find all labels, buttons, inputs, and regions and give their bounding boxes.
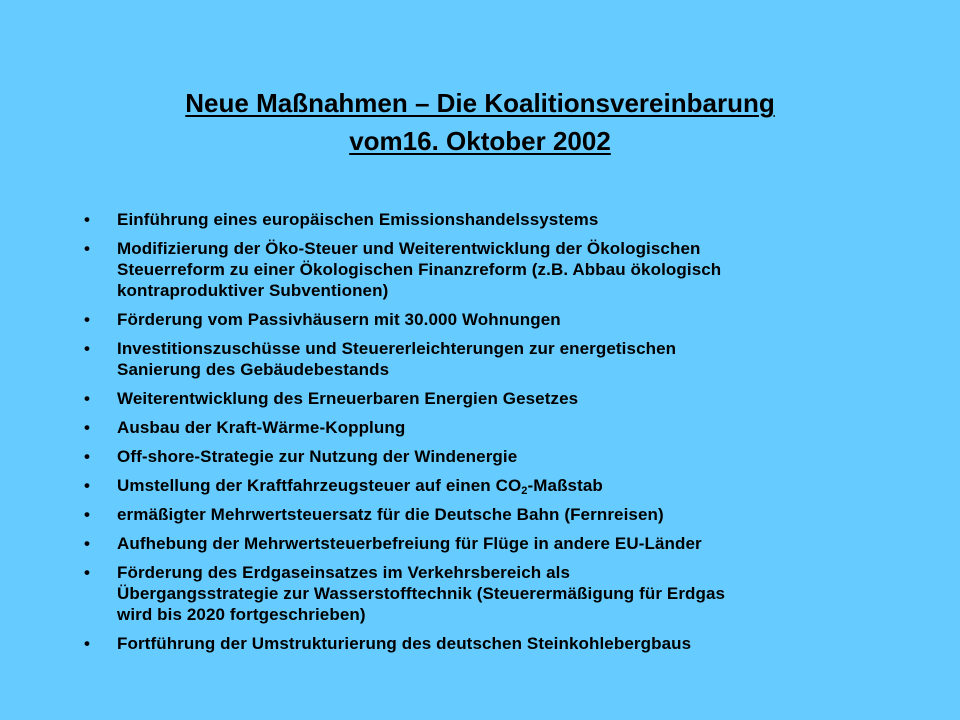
bullet-icon: •: [84, 634, 91, 653]
bullet-icon: •: [84, 476, 91, 495]
bullet-icon: •: [84, 505, 91, 524]
bullet-text: Steuerreform zu einer Ökologischen Finanzreform (z.B. Abbau ökologisch: [117, 260, 722, 279]
bullet-text: Investitionszuschüsse und Steuererleichterungen zur energetischen: [117, 339, 677, 358]
bullet-text: Förderung des Erdgaseinsatzes im Verkehrsbereich als: [117, 563, 571, 582]
bullet-item: [84, 446, 904, 467]
bullet-text: wird bis 2020 fortgeschrieben): [117, 605, 366, 624]
bullet-item: [84, 533, 904, 554]
subscript-text: 2: [521, 485, 528, 497]
bullet-item: [84, 504, 904, 525]
slide-title: [60, 84, 900, 160]
bullet-text-part: Umstellung der Kraftfahrzeugsteuer auf einen CO: [117, 476, 522, 495]
bullet-text: Aufhebung der Mehrwertsteuerbefreiung für Flüge in andere EU-Länder: [117, 534, 702, 553]
bullet-icon: •: [84, 389, 91, 408]
bullet-text-part: -Maßstab: [527, 476, 603, 495]
bullet-icon: •: [84, 210, 91, 229]
bullet-icon: •: [84, 310, 91, 329]
bullet-list: [84, 209, 904, 662]
bullet-icon: •: [84, 447, 91, 466]
bullet-item: [84, 338, 904, 380]
bullet-item: [84, 309, 904, 330]
bullet-text: kontraproduktiver Subventionen): [117, 281, 389, 300]
bullet-icon: •: [84, 418, 91, 437]
slide-title-line: vom16. Oktober 2002: [349, 126, 611, 156]
bullet-text: ermäßigter Mehrwertsteuersatz für die Deutsche Bahn (Fernreisen): [117, 505, 664, 524]
bullet-item: [84, 633, 904, 654]
bullet-text: [117, 475, 904, 496]
bullet-text: Einführung eines europäischen Emissionshandelssystems: [117, 210, 599, 229]
bullet-text: Fortführung der Umstrukturierung des deutschen Steinkohlebergbaus: [117, 634, 692, 653]
bullet-text: Modifizierung der Öko-Steuer und Weiterentwicklung der Ökologischen: [117, 239, 701, 258]
bullet-text: Förderung vom Passivhäusern mit 30.000 Wohnungen: [117, 310, 561, 329]
bullet-item: [84, 209, 904, 230]
bullet-icon: •: [84, 563, 91, 582]
bullet-icon: •: [84, 534, 91, 553]
bullet-icon: •: [84, 339, 91, 358]
bullet-item: [84, 475, 904, 496]
bullet-item: [84, 417, 904, 438]
bullet-text: Ausbau der Kraft-Wärme-Kopplung: [117, 418, 406, 437]
slide-title-line: Neue Maßnahmen – Die Koalitionsvereinbarung: [185, 88, 775, 118]
bullet-icon: •: [84, 239, 91, 258]
bullet-text: Off-shore-Strategie zur Nutzung der Windenergie: [117, 447, 518, 466]
bullet-item: [84, 388, 904, 409]
bullet-item: [84, 238, 904, 301]
bullet-text: Sanierung des Gebäudebestands: [117, 360, 390, 379]
bullet-text: Übergangsstrategie zur Wasserstofftechnik (Steuerermäßigung für Erdgas: [117, 584, 726, 603]
bullet-item: [84, 562, 904, 625]
bullet-text: Weiterentwicklung des Erneuerbaren Energien Gesetzes: [117, 389, 579, 408]
